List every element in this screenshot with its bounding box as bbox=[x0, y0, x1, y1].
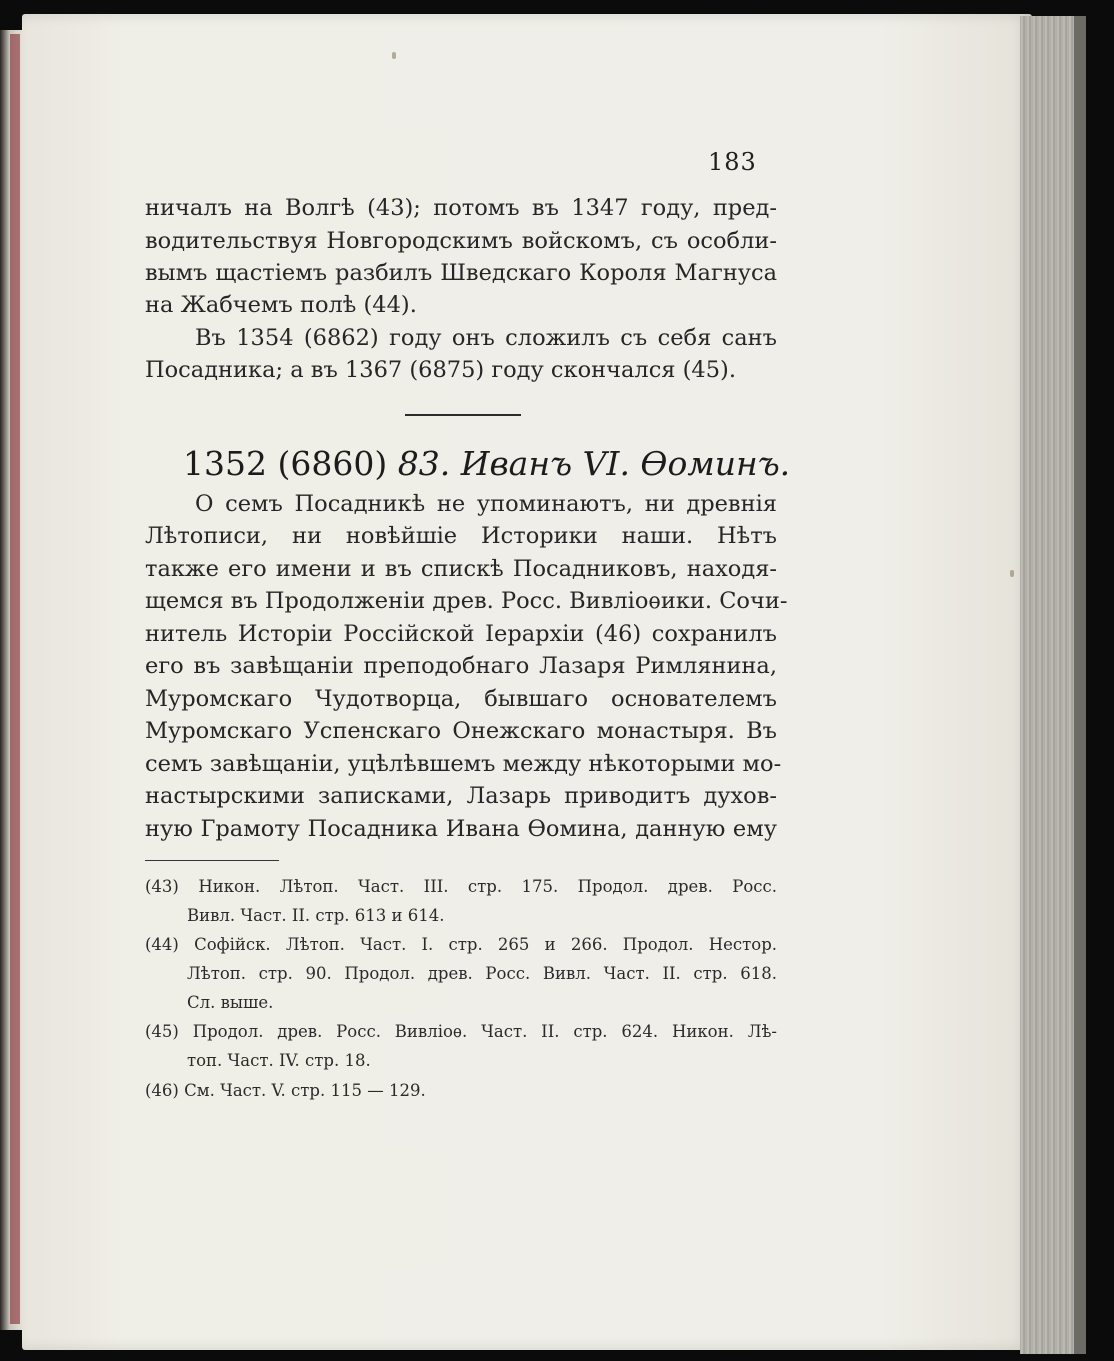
text-line: О семъ Посадникѣ не упоминаютъ, ни древнія bbox=[195, 491, 777, 517]
text-line: щемся въ Продолженіи древ. Росс. Вивліоѳики. Сочи- bbox=[145, 588, 788, 614]
heading-years: 1352 (6860) bbox=[183, 444, 388, 483]
text-line: Лѣтописи, ни новѣйшіе Историки наши. Нѣтъ bbox=[145, 523, 777, 549]
footnote-text: Никон. Лѣтоп. Част. III. стр. 175. Продол. древ. Росс. bbox=[198, 877, 778, 896]
text-line: Въ 1354 (6862) году онъ сложилъ съ себя санъ bbox=[195, 325, 777, 351]
footnote-46 bbox=[145, 1076, 777, 1105]
footnote-line: топ. Част. IV. стр. 18. bbox=[187, 1051, 371, 1070]
footnote-text: См. Част. V. стр. 115 — 129. bbox=[184, 1081, 426, 1100]
footnote-mark: (43) bbox=[145, 877, 179, 896]
footnote-line: Сл. выше. bbox=[187, 993, 274, 1012]
section-heading bbox=[183, 444, 790, 483]
footnote-line: Вивл. Част. II. стр. 613 и 614. bbox=[187, 906, 445, 925]
text-line: семъ завѣщаніи, уцѣлѣвшемъ между нѣкоторыми мо- bbox=[145, 751, 782, 777]
paper-speck bbox=[392, 52, 396, 59]
text-line: ничалъ на Волгѣ (43); потомъ въ 1347 году, пред- bbox=[145, 195, 777, 221]
page-stack-shadow bbox=[1074, 16, 1086, 1354]
text-line: настырскими записками, Лазарь приводитъ духов- bbox=[145, 783, 777, 809]
text-line: на Жабчемъ полѣ (44). bbox=[145, 292, 417, 318]
text-line: водительствуя Новгородскимъ войскомъ, съ особли- bbox=[145, 228, 777, 254]
text-line: Муромскаго Успенскаго Онежскаго монастыря. Въ bbox=[145, 718, 777, 744]
footnote-mark: (46) bbox=[145, 1081, 179, 1100]
left-binding-ribbon bbox=[10, 34, 20, 1324]
heading-title: 83. Иванъ VI. Ѳоминъ. bbox=[397, 444, 791, 483]
footnote-45 bbox=[145, 1017, 777, 1046]
section-divider bbox=[405, 414, 521, 416]
text-line: ную Грамоту Посадника Ивана Ѳомина, данную ему bbox=[145, 816, 777, 842]
footnote-43 bbox=[145, 872, 777, 901]
text-line: вымъ щастіемъ разбилъ Шведскаго Короля Магнуса bbox=[145, 260, 777, 286]
footnote-44 bbox=[145, 930, 777, 959]
text-line: также его имени и въ спискѣ Посадниковъ, находя- bbox=[145, 556, 777, 582]
footnote-divider bbox=[145, 860, 279, 861]
footnote-mark: (44) bbox=[145, 935, 179, 954]
text-line: Муромскаго Чудотворца, бывшаго основателемъ bbox=[145, 686, 777, 712]
page-number: 183 bbox=[708, 148, 757, 176]
text-line: его въ завѣщаніи преподобнаго Лазаря Римлянина, bbox=[145, 653, 777, 679]
footnote-line: Лѣтоп. стр. 90. Продол. древ. Росс. Вивл. Част. II. стр. 618. bbox=[187, 964, 777, 983]
text-line: нитель Исторіи Россійской Іерархіи (46) сохранилъ bbox=[145, 621, 777, 647]
paper-speck bbox=[1010, 570, 1014, 577]
footnote-mark: (45) bbox=[145, 1022, 179, 1041]
page-stack-edge bbox=[1020, 16, 1078, 1354]
text-line: Посадника; а въ 1367 (6875) году скончался (45). bbox=[145, 357, 736, 383]
footnote-text: Продол. древ. Росс. Вивліоѳ. Част. II. стр. 624. Никон. Лѣ- bbox=[192, 1022, 777, 1041]
footnote-text: Софійск. Лѣтоп. Част. I. стр. 265 и 266. Продол. Нестор. bbox=[194, 935, 777, 954]
